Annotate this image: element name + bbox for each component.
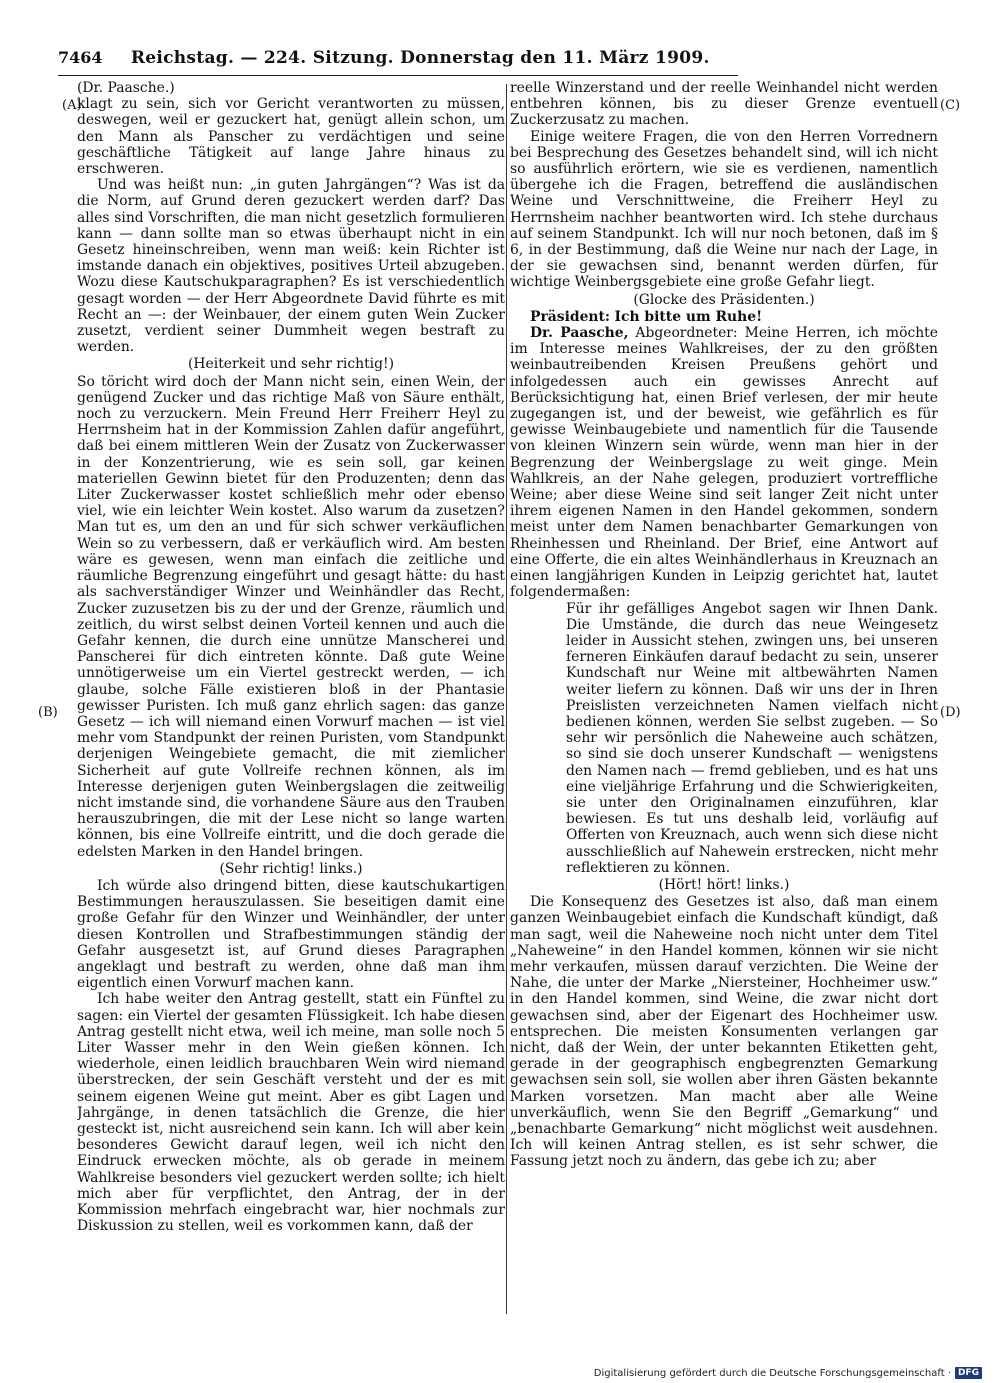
margin-marker-d: (D): [940, 705, 961, 720]
speaker-label: Dr. Paasche,: [530, 325, 629, 342]
paragraph: klagt zu sein, sich vor Gericht verantworten zu müssen, deswegen, weil er gezuckert hat, genügt allein schon, um den Mann als Panscher zu verdächtigen und seine geschäftliche Tätigkeit auf lange Jahre hinaus zu erschweren.: [77, 96, 505, 178]
margin-marker-c: (C): [940, 98, 961, 113]
paragraph: Einige weitere Fragen, die von den Herren Vorrednern bei Besprechung des Gesetzes behandelt sind, will ich nicht so ausführlich erörtern, wie sie es verdienen, namentlich übergehe ich die Fragen, betreffend die ausländischen Weine und Verschnittweine, die Freiherr Heyl zu Herrnsheim nachher beantworten wird. Ich stehe durchaus auf seinem Standpunkt. Ich will nur noch betonen, daß im § 6, in der Bestimmung, daß die Weine nur nach der Lage, in der sie gewachsen sind, benannt werden dürfen, für wichtige Weinbergsgebiete eine große Gefahr liegt.: [510, 128, 938, 291]
speech-text: Meine Herren, ich möchte im Interesse meines Wahlkreises, der zu den größten weinbautreibenden Kreisen Preußens gehört und infolgedessen auch ein gewisses Anrecht auf Berücksichtigung hat, einen Brief verlesen, der mir heute zugegangen ist, und der beweist, wie gefährlich es für gewisse Weinbaugebiete und namentlich für die Tausende von kleinen Winzern sein würde, wenn man hier in der Begrenzung der Weinbergslage zu weit ginge. Mein Wahlkreis, an der Nahe gelegen, produziert vortreffliche Weine; aber diese Weine sind seit langer Zeit nicht unter ihrem eigenen Namen in den Handel gekommen, sondern meist unter dem Namen benachbarter Gemarkungen von Rheinhessen und Rheinland. Der Brief, eine Antwort auf eine Offerte, die ein altes Weinhändlerhaus in Kreuznach an einen langjährigen Kunden in Leipzig gerichtet hat, lautet folgendermaßen:: [510, 325, 938, 601]
paragraph: So töricht wird doch der Mann nicht sein, einen Wein, der genügend Zucker und das richtige Maß von Säure enthält, noch zu verzuckern. Mein Freund Herr Freiherr Heyl zu Herrnsheim hat in der Kommission Zahlen dafür angeführt, daß bei einem mittleren Wein der Zusatz von Zuckerwasser in der Konzentrierung, wie es sein soll, gar keinen materiellen Gewinn bietet für den Produzenten; denn das Liter Zuckerwasser kostet schließlich mehr oder ebenso viel, wie ein leichter Wein kostet. Also warum da zusetzen? Man tut es, um den an und für sich schwer verkäuflichen Wein so zu verbessern, daß er verkäuflich wird. Am besten wäre es gewesen, wenn man einfach die zeitliche und räumliche Begrenzung eingeführt und gesagt hätte: du hast als sachverständiger Winzer und Weinhändler das Recht, Zucker zuzusetzen bis zu der und der Grenze, räumlich und zeitlich, du wirst selbst deinen Vorteil kennen und auch die Gefahr kennen, die durch eine unnütze Manscherei und Panscherei für dich eintreten könnte. Daß gute Weine unnötigerweise um ein Viertel gestreckt werden, — ich glaube, solche Fälle existieren bloß in der Phantasie gewisser Puristen. Ich muß ganz ehrlich sagen: das ganze Gesetz — ich will niemand einen Vorwurf machen — ist viel mehr vom Standpunkt der reinen Puristen, vom Standpunkt derjenigen Weingebiete gemacht, die mit ziemlicher Sicherheit auf gute Vollreife rechnen können, als im Interesse derjenigen guten Weinbergslagen die zeitweilig nicht imstande sind, die vorhandene Säure aus den Trauben herauszubringen, die mit der Lese nicht so lange warten können, bis eine Vollreife eintritt, und die doch gerade die edelsten Marken in den Handel bringen.: [77, 373, 505, 860]
page-number: 7464: [58, 48, 103, 67]
margin-marker-a: (A): [62, 98, 82, 113]
left-column: [77, 80, 505, 1330]
president-line: [510, 309, 938, 325]
president-label: Präsident:: [530, 308, 611, 325]
president-text: Ich bitte um Ruhe!: [614, 308, 763, 325]
paragraph: reelle Winzerstand und der reelle Weinhandel nicht werden entbehren können, bis zu dieser Grenze eventuell Zuckerzusatz zu machen.: [510, 80, 938, 129]
column-divider: [506, 84, 507, 1314]
right-column: [510, 80, 938, 1330]
interjection: (Glocke des Präsidenten.): [633, 291, 815, 308]
speaker-tag: (Dr. Paasche.): [77, 80, 175, 96]
quoted-letter: Für ihr gefälliges Angebot sagen wir Ihnen Dank. Die Umstände, die durch das neue Weingesetz leider in Aussicht stehen, zwingen uns, bei unseren ferneren Einkäufen darauf bedacht zu sein, unserer Kundschaft nur Weine mit altbewährten Namen weiter liefern zu können. Daß wir uns der in Ihren Preislisten verzeichneten Namen vielfach nicht bedienen können, werden Sie selbst zugeben. — So sehr wir persönlich die Naheweine auch schätzen, so sind sie doch unserer Kundschaft — wenigstens den Namen nach — fremd geblieben, und es hat uns eine vieljährige Erfahrung und die Schwierigkeiten, sie unter den Originalnamen einzuführen, klar bewiesen. Es tut uns deshalb leid, vorläufig auf Offerten von Kreuznach, auch wenn sich diese nicht ausschließlich auf Nahewein erstrecken, nicht mehr reflektieren zu können.: [566, 600, 938, 876]
dfg-logo: DFG: [955, 1367, 982, 1379]
interjection: (Heiterkeit und sehr richtig!): [188, 356, 394, 373]
paragraph: Ich habe weiter den Antrag gestellt, statt ein Fünftel zu sagen: ein Viertel der gesamten Flüssigkeit. Ich habe diesen Antrag gestellt nicht etwa, weil ich meine, man solle noch 5 Liter Wasser mehr in den Wein gießen können. Ich wiederhole, einen leidlich brauchbaren Wein wird niemand überstrecken, der sein Geschäft versteht und der es mit seinem eigenen Weine gut meint. Aber es gibt Lagen und Jahrgänge, in denen tatsächlich die Grenze, die hier gesteckt ist, nicht ausreichend sein kann. Ich will aber kein besonderes Gewicht darauf legen, weil ich nicht den Eindruck erwecken möchte, als ob gerade in meinem Wahlkreise besonders viel gezuckert werden sollte; ich hielt mich aber für verpflichtet, den Antrag, der in der Kommission mehrfach eingebracht war, hier nochmals zur Diskussion zu stellen, weil es vorkommen kann, daß der: [77, 991, 505, 1235]
paragraph: Ich würde also dringend bitten, diese kautschukartigen Bestimmungen herauszulassen. Sie beseitigen damit eine große Gefahr für den Winzer und Weinhändler, der unter diesen Kontrollen und Strafbestimmungen ständig der Gefahr ausgesetzt ist, auf Grund dieses Paragraphen angeklagt und bestraft zu werden, ohne daß man ihm eigentlich einen Vorwurf machen kann.: [77, 877, 505, 992]
paragraph: Die Konsequenz des Gesetzes ist also, daß man einem ganzen Weinbaugebiet einfach die Kundschaft kündigt, daß man sagt, weil die Naheweine noch nicht unter dem Titel „Naheweine“ in den Handel kommen, können wir sie nicht mehr verkaufen, müssen darauf verzichten. Die Weine der Nahe, die unter der Marke „Niersteiner, Hochheimer usw.“ in den Handel kommen, sind Weine, die zwar nicht dort gewachsen sind, aber der Eigenart des Hochheimer usw. entsprechen. Die meisten Konsumenten verlangen gar nicht, daß der Wein, der unter bekannten Etiketten geht, gerade in der geographisch engbegrenzten Gemarkung gewachsen sein soll, sie wollen aber ihren Gästen bekannte Marken vorsetzen. Man macht aber alle Weine unverkäuflich, wenn Sie den Begriff „Gemarkung“ und „benachbarte Gemarkung“ nicht möglichst weit ausdehnen. Ich will keinen Antrag stellen, es ist sehr schwer, die Fassung jetzt noch zu ändern, das gebe ich zu; aber: [510, 894, 938, 1170]
margin-marker-b: (B): [38, 705, 58, 720]
speech-paragraph: [510, 325, 938, 600]
paragraph: Und was heißt nun: „in guten Jahrgängen“? Was ist da die Norm, auf Grund deren gezuckert werden darf? Das alles sind Vorschriften, die man nicht gesetzlich formulieren kann — dann sollte man so etwas überhaupt nicht in ein Gesetz hineinschreiben, wenn man weiß: kein Richter ist imstande danach ein objektives, positives Urteil abzugeben. Wozu diese Kautschukparagraphen? Es ist verschiedentlich gesagt worden — der Herr Abgeordnete David führte es mit Recht an —: der Weinbauer, der einem guten Wein Zucker zusetzt, verdient seiner Dummheit wegen bestraft zu werden.: [77, 177, 505, 356]
speaker-role: Abgeordneter:: [635, 325, 738, 342]
page-header: [58, 48, 738, 76]
footer-credit: [594, 1367, 982, 1379]
footer-text: Digitalisierung gefördert durch die Deutsche Forschungsgemeinschaft ·: [593, 1367, 951, 1379]
page-title: Reichstag. — 224. Sitzung. Donnerstag den 11. März 1909.: [130, 48, 710, 68]
interjection: (Sehr richtig! links.): [219, 860, 363, 877]
interjection: (Hört! hört! links.): [658, 876, 790, 893]
